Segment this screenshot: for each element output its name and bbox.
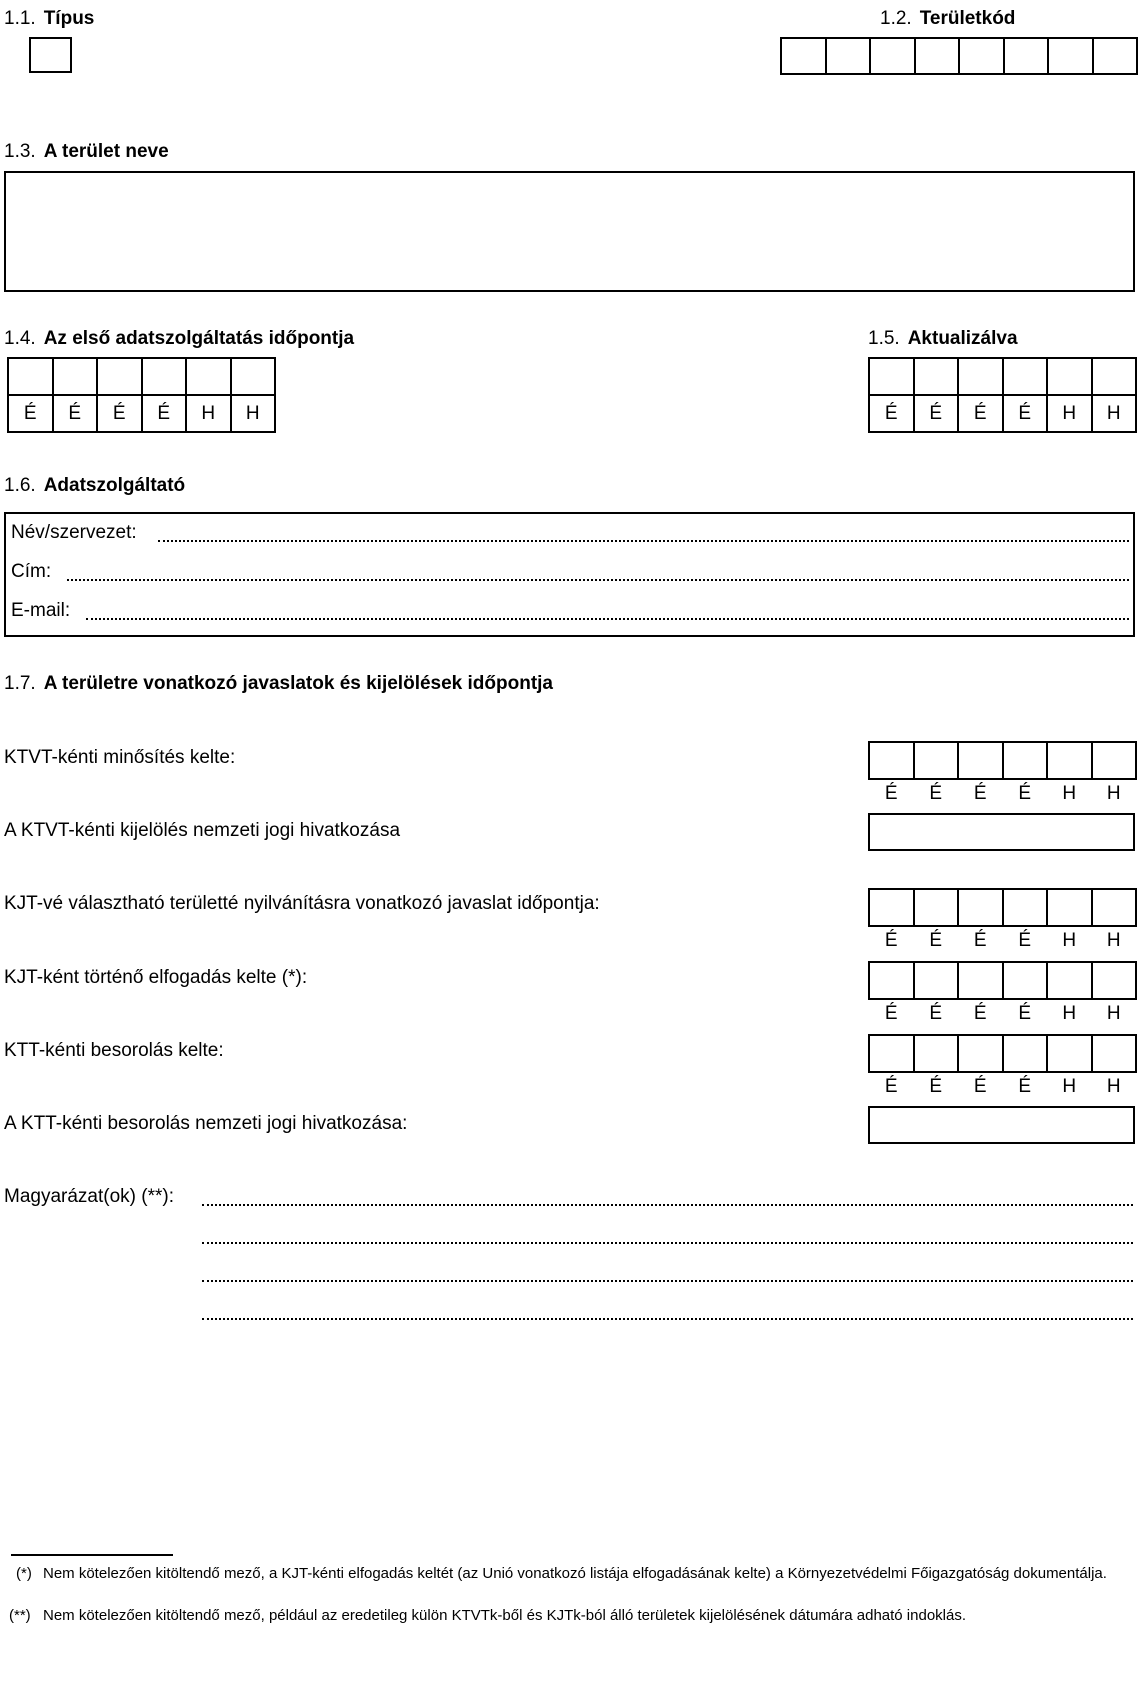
- update-date-field[interactable]: [868, 357, 1137, 433]
- date-cell[interactable]: [187, 359, 232, 396]
- date-label: É: [915, 396, 960, 433]
- explanation-label: Magyarázat(ok) (**):: [4, 1186, 174, 1207]
- date-label: É: [9, 396, 54, 433]
- date-cell[interactable]: [1004, 963, 1049, 1000]
- date-cell[interactable]: [915, 890, 960, 927]
- date-cell[interactable]: [1093, 963, 1138, 1000]
- date-label: É: [1018, 1003, 1032, 1024]
- date-label: H: [1062, 783, 1077, 804]
- ktt-date-label: KTT-kénti besorolás kelte:: [4, 1040, 224, 1061]
- date-cell[interactable]: [232, 359, 277, 396]
- kjt-accept-date-labels: [869, 1003, 1136, 1025]
- date-label: É: [973, 1003, 987, 1024]
- date-cell[interactable]: [1004, 359, 1049, 396]
- date-cell[interactable]: [1004, 890, 1049, 927]
- date-label: H: [232, 396, 277, 433]
- ktvt-date-label: KTVT-kénti minősítés kelte:: [4, 747, 236, 768]
- section-number: 1.1.: [4, 8, 36, 29]
- date-cell[interactable]: [959, 963, 1004, 1000]
- date-cell[interactable]: [870, 890, 915, 927]
- type-field[interactable]: [29, 37, 72, 73]
- kjt-accept-date-field[interactable]: [868, 961, 1137, 1000]
- date-cell[interactable]: [9, 359, 54, 396]
- section-number: 1.3.: [4, 141, 36, 162]
- explanation-line-3[interactable]: [202, 1280, 1133, 1282]
- date-cell[interactable]: [1048, 1036, 1093, 1073]
- date-label: H: [187, 396, 232, 433]
- provider-name-label: Név/szervezet:: [11, 522, 137, 543]
- ktvt-ref-label: A KTVT-kénti kijelölés nemzeti jogi hivatkozása: [4, 820, 401, 841]
- code-cell[interactable]: [871, 39, 916, 75]
- date-cell[interactable]: [1004, 743, 1049, 780]
- date-label: É: [929, 930, 943, 951]
- section-title: Területkód: [919, 8, 1016, 29]
- date-label: É: [929, 783, 943, 804]
- section-1-6-heading: [4, 475, 185, 497]
- date-label: É: [884, 783, 898, 804]
- date-cell[interactable]: [1093, 359, 1138, 396]
- section-title: Adatszolgáltató: [43, 475, 186, 496]
- date-label: É: [929, 1003, 943, 1024]
- date-label: H: [1106, 783, 1121, 804]
- first-submission-date-field[interactable]: [7, 357, 276, 433]
- section-1-5-heading: [868, 328, 1018, 350]
- date-label: É: [1004, 396, 1049, 433]
- footnote-1-mark: (*): [16, 1565, 32, 1582]
- date-label: É: [884, 930, 898, 951]
- explanation-line-1[interactable]: [202, 1204, 1133, 1206]
- date-cell[interactable]: [98, 359, 143, 396]
- section-1-3-heading: [4, 141, 169, 163]
- date-label: É: [884, 1076, 898, 1097]
- date-label: É: [973, 930, 987, 951]
- section-number: 1.7.: [4, 673, 36, 694]
- date-label: H: [1062, 1076, 1077, 1097]
- date-cell[interactable]: [1004, 1036, 1049, 1073]
- date-label: É: [54, 396, 99, 433]
- date-cell[interactable]: [870, 359, 915, 396]
- code-cell[interactable]: [1049, 39, 1094, 75]
- date-label: H: [1062, 930, 1077, 951]
- section-title: Típus: [43, 8, 95, 29]
- provider-address-label: Cím:: [11, 561, 52, 582]
- code-cell[interactable]: [782, 39, 827, 75]
- date-label: É: [1018, 783, 1032, 804]
- section-title: A terület neve: [43, 141, 169, 162]
- provider-email-label: E-mail:: [11, 600, 71, 621]
- footnote-2-mark: (**): [9, 1607, 31, 1624]
- date-cell[interactable]: [1048, 963, 1093, 1000]
- ktt-ref-field[interactable]: [868, 1106, 1135, 1144]
- code-cell[interactable]: [916, 39, 961, 75]
- date-label: H: [1106, 930, 1121, 951]
- date-cell[interactable]: [1093, 1036, 1138, 1073]
- ktt-date-field[interactable]: [868, 1034, 1137, 1073]
- code-cell[interactable]: [1005, 39, 1050, 75]
- date-cell[interactable]: [915, 743, 960, 780]
- provider-address-field[interactable]: [67, 579, 1129, 581]
- date-cell[interactable]: [143, 359, 188, 396]
- date-cell[interactable]: [1093, 890, 1138, 927]
- date-label: H: [1106, 1003, 1121, 1024]
- date-cell[interactable]: [959, 1036, 1004, 1073]
- footnote-divider: [11, 1554, 173, 1556]
- section-number: 1.2.: [880, 8, 912, 29]
- date-cell[interactable]: [959, 743, 1004, 780]
- section-number: 1.6.: [4, 475, 36, 496]
- code-cell[interactable]: [1094, 39, 1138, 75]
- section-title: Aktualizálva: [907, 328, 1018, 349]
- date-label: H: [1062, 1003, 1077, 1024]
- date-label: É: [98, 396, 143, 433]
- date-cell[interactable]: [1048, 359, 1093, 396]
- kjt-proposal-date-labels: [869, 930, 1136, 952]
- date-label: É: [1018, 1076, 1032, 1097]
- date-label: H: [1048, 396, 1093, 433]
- date-cell[interactable]: [870, 743, 915, 780]
- date-label: É: [143, 396, 188, 433]
- date-label: É: [1018, 930, 1032, 951]
- provider-name-field[interactable]: [158, 540, 1129, 542]
- ktvt-date-field[interactable]: [868, 741, 1137, 780]
- date-cell[interactable]: [1048, 743, 1093, 780]
- date-label: É: [929, 1076, 943, 1097]
- explanation-line-2[interactable]: [202, 1242, 1133, 1244]
- date-label: É: [973, 783, 987, 804]
- section-1-4-heading: [4, 328, 354, 350]
- ktt-ref-label: A KTT-kénti besorolás nemzeti jogi hivatkozása:: [4, 1113, 408, 1134]
- footnote-2-text: Nem kötelezően kitöltendő mező, például az eredetileg külön KTVTk-ből és KJTk-ból álló területek kijelölésének dátumára adható indoklás.: [43, 1607, 967, 1624]
- date-label: H: [1093, 396, 1138, 433]
- date-cell[interactable]: [870, 963, 915, 1000]
- date-cell[interactable]: [1093, 743, 1138, 780]
- provider-email-field[interactable]: [86, 618, 1129, 620]
- ktvt-date-labels: [869, 783, 1136, 805]
- site-code-field[interactable]: [780, 37, 1138, 75]
- date-cell[interactable]: [54, 359, 99, 396]
- kjt-proposal-date-field[interactable]: [868, 888, 1137, 927]
- kjt-proposal-label: KJT-vé választható területté nyilvánításra vonatkozó javaslat időpontja:: [4, 893, 600, 914]
- date-label: É: [959, 396, 1004, 433]
- ktt-date-labels: [869, 1076, 1136, 1098]
- kjt-accept-label: KJT-ként történő elfogadás kelte (*):: [4, 967, 308, 988]
- site-name-field[interactable]: [4, 171, 1135, 292]
- section-1-1-heading: [4, 8, 94, 30]
- date-cell[interactable]: [959, 359, 1004, 396]
- date-cell[interactable]: [915, 963, 960, 1000]
- date-cell[interactable]: [870, 1036, 915, 1073]
- date-label: H: [1106, 1076, 1121, 1097]
- date-label: É: [870, 396, 915, 433]
- section-number: 1.4.: [4, 328, 36, 349]
- date-cell[interactable]: [959, 890, 1004, 927]
- explanation-line-4[interactable]: [202, 1318, 1133, 1320]
- section-title: Az első adatszolgáltatás időpontja: [43, 328, 355, 349]
- date-cell[interactable]: [915, 1036, 960, 1073]
- date-cell[interactable]: [1048, 890, 1093, 927]
- section-1-7-heading: [4, 673, 553, 695]
- code-cell[interactable]: [960, 39, 1005, 75]
- date-cell[interactable]: [915, 359, 960, 396]
- ktvt-ref-field[interactable]: [868, 813, 1135, 851]
- section-title: A területre vonatkozó javaslatok és kijelölések időpontja: [43, 673, 554, 694]
- footnote-1-text: Nem kötelezően kitöltendő mező, a KJT-kénti elfogadás keltét (az Unió vonatkozó listája elfogadásának kelte) a Környezetvédelmi Főigazgatóság dokumentálja.: [43, 1565, 1107, 1582]
- date-label: É: [884, 1003, 898, 1024]
- date-label: É: [973, 1076, 987, 1097]
- section-number: 1.5.: [868, 328, 900, 349]
- section-1-2-heading: [880, 8, 1015, 30]
- code-cell[interactable]: [827, 39, 872, 75]
